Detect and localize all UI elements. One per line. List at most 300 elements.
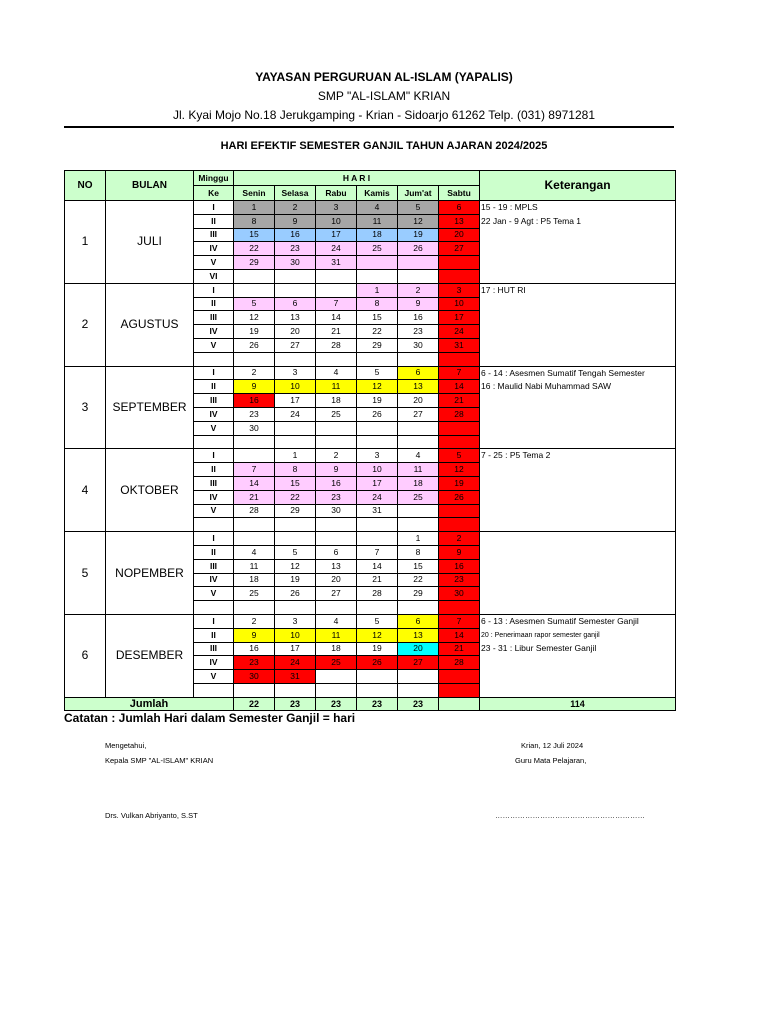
day-cell <box>316 352 357 366</box>
keterangan-note <box>480 338 676 352</box>
day-cell: 20 <box>439 228 480 242</box>
keterangan-note <box>480 407 676 421</box>
footer-place-date: Krian, 12 Juli 2024 <box>521 741 584 750</box>
footer-kepala-name: Drs. Vulkan Abriyanto, S.ST <box>105 811 198 820</box>
day-cell: 7 <box>439 366 480 380</box>
day-cell <box>275 683 316 697</box>
day-cell <box>316 532 357 546</box>
header-day-5: Sabtu <box>439 186 480 201</box>
day-cell: 22 <box>398 573 439 587</box>
week-number: V <box>194 421 234 435</box>
day-cell: 14 <box>357 559 398 573</box>
day-cell: 29 <box>357 338 398 352</box>
keterangan-note <box>480 559 676 573</box>
week-number: IV <box>194 573 234 587</box>
month-name: DESEMBER <box>106 614 194 697</box>
page-title: HARI EFEKTIF SEMESTER GANJIL TAHUN AJARAN 2024/2025 <box>220 140 548 152</box>
month-number: 1 <box>65 201 106 284</box>
jumlah-value: 22 <box>234 697 275 711</box>
table-row <box>65 449 676 463</box>
day-cell: 6 <box>316 545 357 559</box>
day-cell: 11 <box>234 559 275 573</box>
day-cell: 5 <box>357 614 398 628</box>
month-number: 2 <box>65 283 106 366</box>
day-cell: 8 <box>234 214 275 228</box>
day-cell: 19 <box>275 573 316 587</box>
week-number: IV <box>194 407 234 421</box>
day-cell: 2 <box>234 366 275 380</box>
day-cell: 15 <box>275 476 316 490</box>
day-cell <box>398 504 439 518</box>
day-cell <box>357 421 398 435</box>
day-cell: 4 <box>234 545 275 559</box>
week-number: V <box>194 587 234 601</box>
day-cell: 21 <box>439 642 480 656</box>
table-row <box>65 532 676 546</box>
week-number: VI <box>194 269 234 283</box>
day-cell: 11 <box>316 380 357 394</box>
day-cell <box>398 601 439 615</box>
day-cell <box>316 670 357 684</box>
day-cell: 5 <box>275 545 316 559</box>
day-cell: 23 <box>316 490 357 504</box>
keterangan-note: 15 - 19 : MPLS <box>480 201 676 215</box>
day-cell: 16 <box>439 559 480 573</box>
day-cell: 7 <box>234 463 275 477</box>
day-cell: 30 <box>316 504 357 518</box>
week-number: I <box>194 201 234 215</box>
keterangan-note <box>480 670 676 684</box>
day-cell: 24 <box>357 490 398 504</box>
day-cell: 9 <box>316 463 357 477</box>
month-name: AGUSTUS <box>106 283 194 366</box>
day-cell: 19 <box>357 394 398 408</box>
day-cell: 14 <box>439 380 480 394</box>
day-cell: 5 <box>357 366 398 380</box>
footer-kepala: Kepala SMP "AL-ISLAM" KRIAN <box>105 756 214 765</box>
day-cell: 15 <box>398 559 439 573</box>
keterangan-note <box>480 421 676 435</box>
keterangan-note <box>480 587 676 601</box>
day-cell: 22 <box>234 242 275 256</box>
week-number: I <box>194 366 234 380</box>
day-cell: 28 <box>439 656 480 670</box>
day-cell <box>439 670 480 684</box>
day-cell: 17 <box>275 394 316 408</box>
day-cell: 30 <box>439 587 480 601</box>
day-cell <box>357 518 398 532</box>
day-cell <box>357 256 398 270</box>
day-cell: 23 <box>439 573 480 587</box>
day-cell: 18 <box>357 228 398 242</box>
month-name: JULI <box>106 201 194 284</box>
day-cell: 6 <box>439 201 480 215</box>
day-cell: 21 <box>357 573 398 587</box>
day-cell <box>357 532 398 546</box>
day-cell: 3 <box>275 366 316 380</box>
day-cell: 12 <box>439 463 480 477</box>
day-cell: 14 <box>316 311 357 325</box>
keterangan-note: 17 : HUT RI <box>480 283 676 297</box>
month-name: SEPTEMBER <box>106 366 194 449</box>
day-cell: 2 <box>398 283 439 297</box>
month-number: 3 <box>65 366 106 449</box>
day-cell: 24 <box>316 242 357 256</box>
day-cell <box>275 352 316 366</box>
day-cell: 16 <box>275 228 316 242</box>
week-number: V <box>194 670 234 684</box>
week-number <box>194 352 234 366</box>
day-cell <box>439 601 480 615</box>
day-cell: 27 <box>398 407 439 421</box>
day-cell: 20 <box>316 573 357 587</box>
day-cell: 29 <box>234 256 275 270</box>
day-cell <box>316 601 357 615</box>
day-cell: 12 <box>234 311 275 325</box>
footer-mengetahui: Mengetahui, <box>105 741 147 750</box>
week-number: IV <box>194 325 234 339</box>
jumlah-value: 23 <box>316 697 357 711</box>
day-cell: 23 <box>275 242 316 256</box>
day-cell: 13 <box>275 311 316 325</box>
week-number: II <box>194 380 234 394</box>
keterangan-note <box>480 683 676 697</box>
day-cell: 21 <box>234 490 275 504</box>
day-cell <box>357 601 398 615</box>
week-number: V <box>194 504 234 518</box>
day-cell <box>357 683 398 697</box>
keterangan-note <box>480 297 676 311</box>
day-cell: 16 <box>398 311 439 325</box>
day-cell: 10 <box>275 380 316 394</box>
day-cell: 27 <box>275 338 316 352</box>
day-cell: 2 <box>234 614 275 628</box>
day-cell <box>439 352 480 366</box>
table-row <box>65 366 676 380</box>
day-cell: 1 <box>398 532 439 546</box>
day-cell: 11 <box>316 628 357 642</box>
week-number: III <box>194 559 234 573</box>
day-cell: 31 <box>316 256 357 270</box>
day-cell <box>439 518 480 532</box>
day-cell: 12 <box>275 559 316 573</box>
day-cell <box>439 683 480 697</box>
day-cell: 26 <box>357 656 398 670</box>
day-cell: 5 <box>234 297 275 311</box>
day-cell: 13 <box>398 628 439 642</box>
header-ke: Ke <box>194 186 234 201</box>
day-cell: 28 <box>234 504 275 518</box>
day-cell: 7 <box>439 614 480 628</box>
month-number: 4 <box>65 449 106 532</box>
day-cell: 6 <box>275 297 316 311</box>
day-cell <box>275 269 316 283</box>
day-cell: 4 <box>316 614 357 628</box>
day-cell: 19 <box>398 228 439 242</box>
day-cell: 12 <box>398 214 439 228</box>
day-cell: 17 <box>439 311 480 325</box>
week-number: I <box>194 614 234 628</box>
week-number: II <box>194 463 234 477</box>
jumlah-total: 114 <box>480 697 676 711</box>
day-cell <box>398 435 439 449</box>
day-cell: 25 <box>234 587 275 601</box>
day-cell: 8 <box>275 463 316 477</box>
month-name: NOPEMBER <box>106 532 194 615</box>
week-number <box>194 683 234 697</box>
keterangan-note <box>480 476 676 490</box>
school-address: Jl. Kyai Mojo No.18 Jerukgamping - Krian - Sidoarjo 61262 Telp. (031) 8971281 <box>172 108 596 122</box>
day-cell: 24 <box>439 325 480 339</box>
month-name: OKTOBER <box>106 449 194 532</box>
day-cell: 21 <box>316 325 357 339</box>
week-number: II <box>194 545 234 559</box>
day-cell: 19 <box>357 642 398 656</box>
day-cell <box>439 421 480 435</box>
week-number: IV <box>194 242 234 256</box>
day-cell: 18 <box>316 642 357 656</box>
day-cell: 16 <box>234 642 275 656</box>
day-cell <box>234 269 275 283</box>
keterangan-note <box>480 242 676 256</box>
day-cell: 15 <box>357 311 398 325</box>
day-cell: 16 <box>316 476 357 490</box>
table-row <box>65 614 676 628</box>
day-cell: 17 <box>316 228 357 242</box>
week-number: III <box>194 394 234 408</box>
week-number: I <box>194 283 234 297</box>
week-number <box>194 601 234 615</box>
day-cell <box>439 504 480 518</box>
day-cell: 28 <box>316 338 357 352</box>
day-cell: 17 <box>357 476 398 490</box>
week-number: II <box>194 297 234 311</box>
day-cell: 6 <box>398 366 439 380</box>
day-cell: 11 <box>357 214 398 228</box>
day-cell <box>275 601 316 615</box>
day-cell: 8 <box>357 297 398 311</box>
jumlah-value: 23 <box>275 697 316 711</box>
week-number: IV <box>194 656 234 670</box>
day-cell: 10 <box>357 463 398 477</box>
calendar-table <box>64 170 676 711</box>
week-number: I <box>194 449 234 463</box>
day-cell: 8 <box>398 545 439 559</box>
keterangan-note <box>480 256 676 270</box>
header-keterangan: Keterangan <box>480 171 676 201</box>
day-cell: 9 <box>234 380 275 394</box>
keterangan-note: 6 - 14 : Asesmen Sumatif Tengah Semester <box>480 366 676 380</box>
day-cell: 28 <box>439 407 480 421</box>
keterangan-note <box>480 325 676 339</box>
day-cell: 11 <box>398 463 439 477</box>
day-cell: 31 <box>275 670 316 684</box>
day-cell: 4 <box>398 449 439 463</box>
day-cell: 19 <box>234 325 275 339</box>
day-cell <box>275 518 316 532</box>
week-number: II <box>194 628 234 642</box>
week-number <box>194 435 234 449</box>
day-cell: 30 <box>275 256 316 270</box>
keterangan-note <box>480 656 676 670</box>
header-hari: H A R I <box>234 171 480 186</box>
school-name: SMP "AL-ISLAM" KRIAN <box>317 89 451 103</box>
month-number: 5 <box>65 532 106 615</box>
day-cell: 23 <box>234 656 275 670</box>
table-row <box>65 201 676 215</box>
day-cell: 27 <box>439 242 480 256</box>
day-cell <box>275 283 316 297</box>
footer-guru-name: …………………………………………………… <box>495 811 645 820</box>
jumlah-value: 23 <box>357 697 398 711</box>
day-cell: 9 <box>439 545 480 559</box>
day-cell: 30 <box>234 670 275 684</box>
day-cell: 25 <box>316 656 357 670</box>
day-cell: 18 <box>398 476 439 490</box>
keterangan-note: 22 Jan - 9 Agt : P5 Tema 1 <box>480 214 676 228</box>
keterangan-note <box>480 545 676 559</box>
day-cell <box>316 283 357 297</box>
day-cell <box>234 283 275 297</box>
day-cell: 30 <box>398 338 439 352</box>
day-cell: 21 <box>439 394 480 408</box>
header-no: NO <box>65 171 106 201</box>
day-cell: 6 <box>398 614 439 628</box>
week-number: V <box>194 256 234 270</box>
day-cell: 4 <box>316 366 357 380</box>
day-cell: 20 <box>398 642 439 656</box>
header-day-2: Rabu <box>316 186 357 201</box>
week-number: III <box>194 476 234 490</box>
keterangan-note <box>480 352 676 366</box>
jumlah-value <box>439 697 480 711</box>
day-cell: 2 <box>316 449 357 463</box>
day-cell <box>439 256 480 270</box>
header-bulan: BULAN <box>106 171 194 201</box>
keterangan-note: 20 : Penerimaan rapor semester ganjil <box>480 628 676 642</box>
day-cell <box>439 269 480 283</box>
day-cell: 26 <box>234 338 275 352</box>
day-cell: 9 <box>398 297 439 311</box>
day-cell <box>398 683 439 697</box>
day-cell: 31 <box>439 338 480 352</box>
day-cell <box>316 518 357 532</box>
keterangan-note <box>480 394 676 408</box>
day-cell <box>275 532 316 546</box>
footer-guru: Guru Mata Pelajaran, <box>515 756 587 765</box>
keterangan-note <box>480 435 676 449</box>
week-number: III <box>194 228 234 242</box>
day-cell: 18 <box>234 573 275 587</box>
jumlah-value: 23 <box>398 697 439 711</box>
week-number: IV <box>194 490 234 504</box>
table-row <box>65 283 676 297</box>
day-cell <box>316 683 357 697</box>
header-day-0: Senin <box>234 186 275 201</box>
day-cell: 20 <box>398 394 439 408</box>
keterangan-note <box>480 269 676 283</box>
week-number: III <box>194 311 234 325</box>
header-day-4: Jum'at <box>398 186 439 201</box>
day-cell: 9 <box>234 628 275 642</box>
day-cell: 16 <box>234 394 275 408</box>
keterangan-note <box>480 228 676 242</box>
day-cell: 13 <box>398 380 439 394</box>
day-cell: 17 <box>275 642 316 656</box>
week-number: II <box>194 214 234 228</box>
day-cell: 3 <box>275 614 316 628</box>
catatan-note: Catatan : Jumlah Hari dalam Semester Ganjil = hari <box>64 711 356 725</box>
day-cell <box>234 532 275 546</box>
day-cell <box>234 601 275 615</box>
day-cell: 24 <box>275 407 316 421</box>
week-number: III <box>194 642 234 656</box>
day-cell: 26 <box>398 242 439 256</box>
day-cell: 22 <box>357 325 398 339</box>
day-cell: 12 <box>357 628 398 642</box>
day-cell: 4 <box>357 201 398 215</box>
day-cell <box>398 421 439 435</box>
day-cell: 29 <box>398 587 439 601</box>
day-cell <box>234 435 275 449</box>
day-cell <box>316 269 357 283</box>
day-cell: 25 <box>316 407 357 421</box>
day-cell: 12 <box>357 380 398 394</box>
day-cell: 28 <box>357 587 398 601</box>
day-cell <box>357 435 398 449</box>
day-cell: 9 <box>275 214 316 228</box>
day-cell: 3 <box>357 449 398 463</box>
day-cell: 26 <box>439 490 480 504</box>
day-cell: 29 <box>275 504 316 518</box>
day-cell <box>234 518 275 532</box>
day-cell <box>398 269 439 283</box>
day-cell: 3 <box>439 283 480 297</box>
keterangan-note <box>480 463 676 477</box>
day-cell: 23 <box>234 407 275 421</box>
day-cell <box>398 352 439 366</box>
day-cell <box>234 449 275 463</box>
day-cell: 14 <box>234 476 275 490</box>
day-cell: 1 <box>357 283 398 297</box>
day-cell <box>357 352 398 366</box>
day-cell: 27 <box>398 656 439 670</box>
day-cell <box>398 670 439 684</box>
keterangan-note <box>480 573 676 587</box>
month-number: 6 <box>65 614 106 697</box>
day-cell: 3 <box>316 201 357 215</box>
day-cell <box>398 518 439 532</box>
day-cell: 25 <box>357 242 398 256</box>
keterangan-note <box>480 518 676 532</box>
day-cell: 30 <box>234 421 275 435</box>
header-day-1: Selasa <box>275 186 316 201</box>
day-cell: 5 <box>439 449 480 463</box>
day-cell: 18 <box>316 394 357 408</box>
day-cell <box>234 683 275 697</box>
day-cell: 13 <box>439 214 480 228</box>
keterangan-note <box>480 601 676 615</box>
day-cell: 22 <box>275 490 316 504</box>
header-minggu: Minggu <box>194 171 234 186</box>
day-cell: 5 <box>398 201 439 215</box>
jumlah-row <box>65 697 676 711</box>
day-cell: 26 <box>357 407 398 421</box>
keterangan-note <box>480 532 676 546</box>
keterangan-note <box>480 490 676 504</box>
day-cell: 24 <box>275 656 316 670</box>
keterangan-note: 6 - 13 : Asesmen Sumatif Semester Ganjil <box>480 614 676 628</box>
